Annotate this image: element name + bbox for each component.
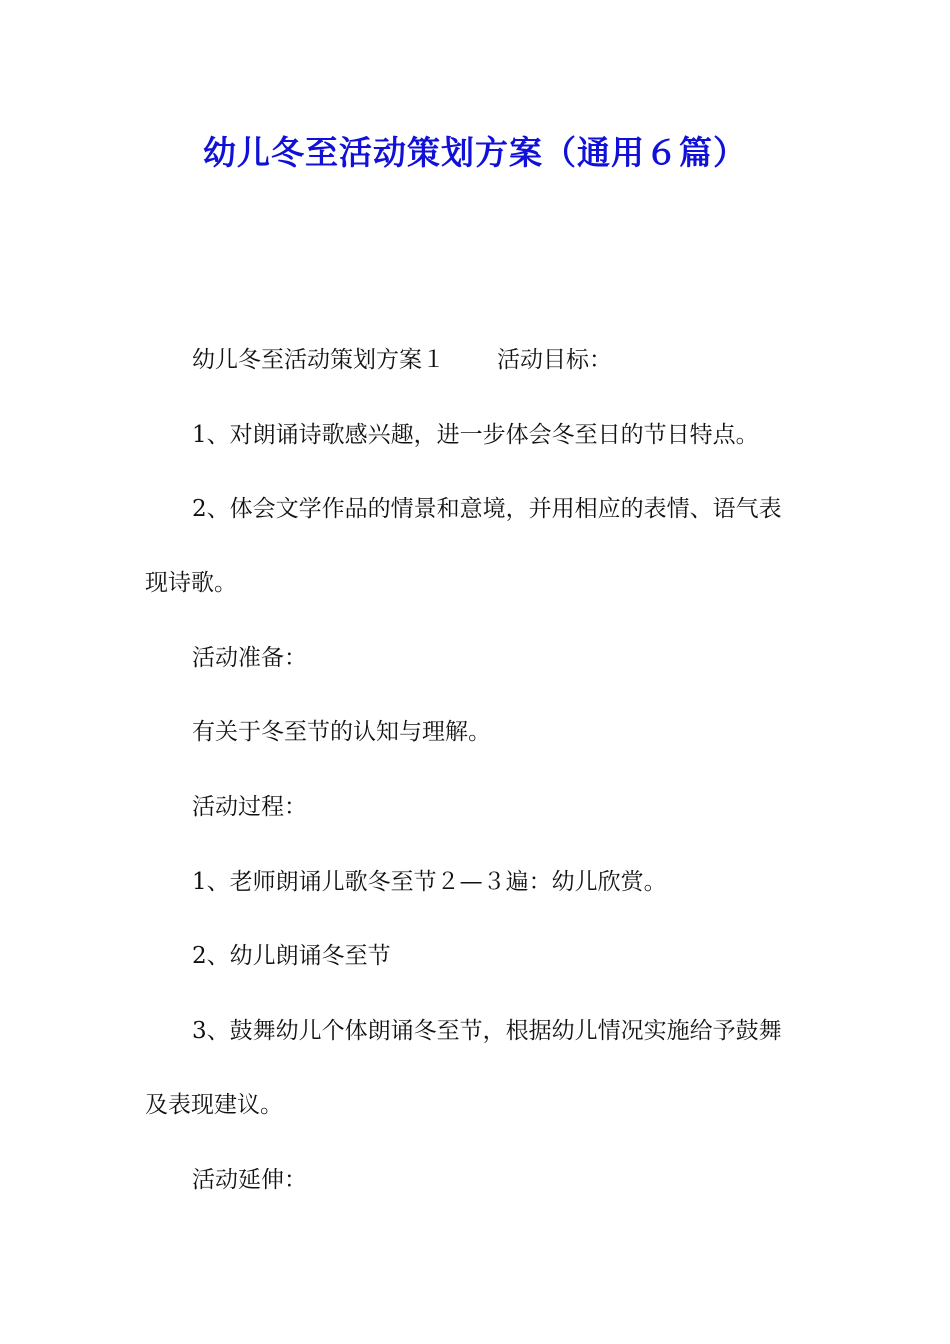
paragraph-process-3-cont: 及表现建议。 — [145, 1092, 283, 1118]
plan-title-text: 幼儿冬至活动策划方案１ — [192, 347, 445, 373]
document-title: 幼儿冬至活动策划方案（通用６篇） — [203, 133, 747, 172]
paragraph-process-heading: 活动过程： — [192, 794, 307, 820]
paragraph-preparation: 有关于冬至节的认知与理解。 — [192, 719, 491, 745]
paragraph-process-1: 1、老师朗诵儿歌冬至节２—３遍：幼儿欣赏。 — [192, 869, 667, 895]
paragraph-goal-2: 2、体会文学作品的情景和意境，并用相应的表情、语气表 — [192, 496, 782, 522]
paragraph-process-3: 3、鼓舞幼儿个体朗诵冬至节，根据幼儿情况实施给予鼓舞 — [192, 1018, 782, 1044]
paragraph-goal-1: 1、对朗诵诗歌感兴趣，进一步体会冬至日的节日特点。 — [192, 422, 759, 448]
paragraph-preparation-heading: 活动准备： — [192, 645, 307, 671]
activity-goal-label: 活动目标： — [497, 347, 612, 373]
paragraph-goal-2-cont: 现诗歌。 — [145, 570, 237, 596]
paragraph-extension-heading: 活动延伸： — [192, 1167, 307, 1193]
paragraph-heading-plan-1 — [145, 342, 862, 378]
paragraph-process-2: 2、幼儿朗诵冬至节 — [192, 943, 391, 969]
